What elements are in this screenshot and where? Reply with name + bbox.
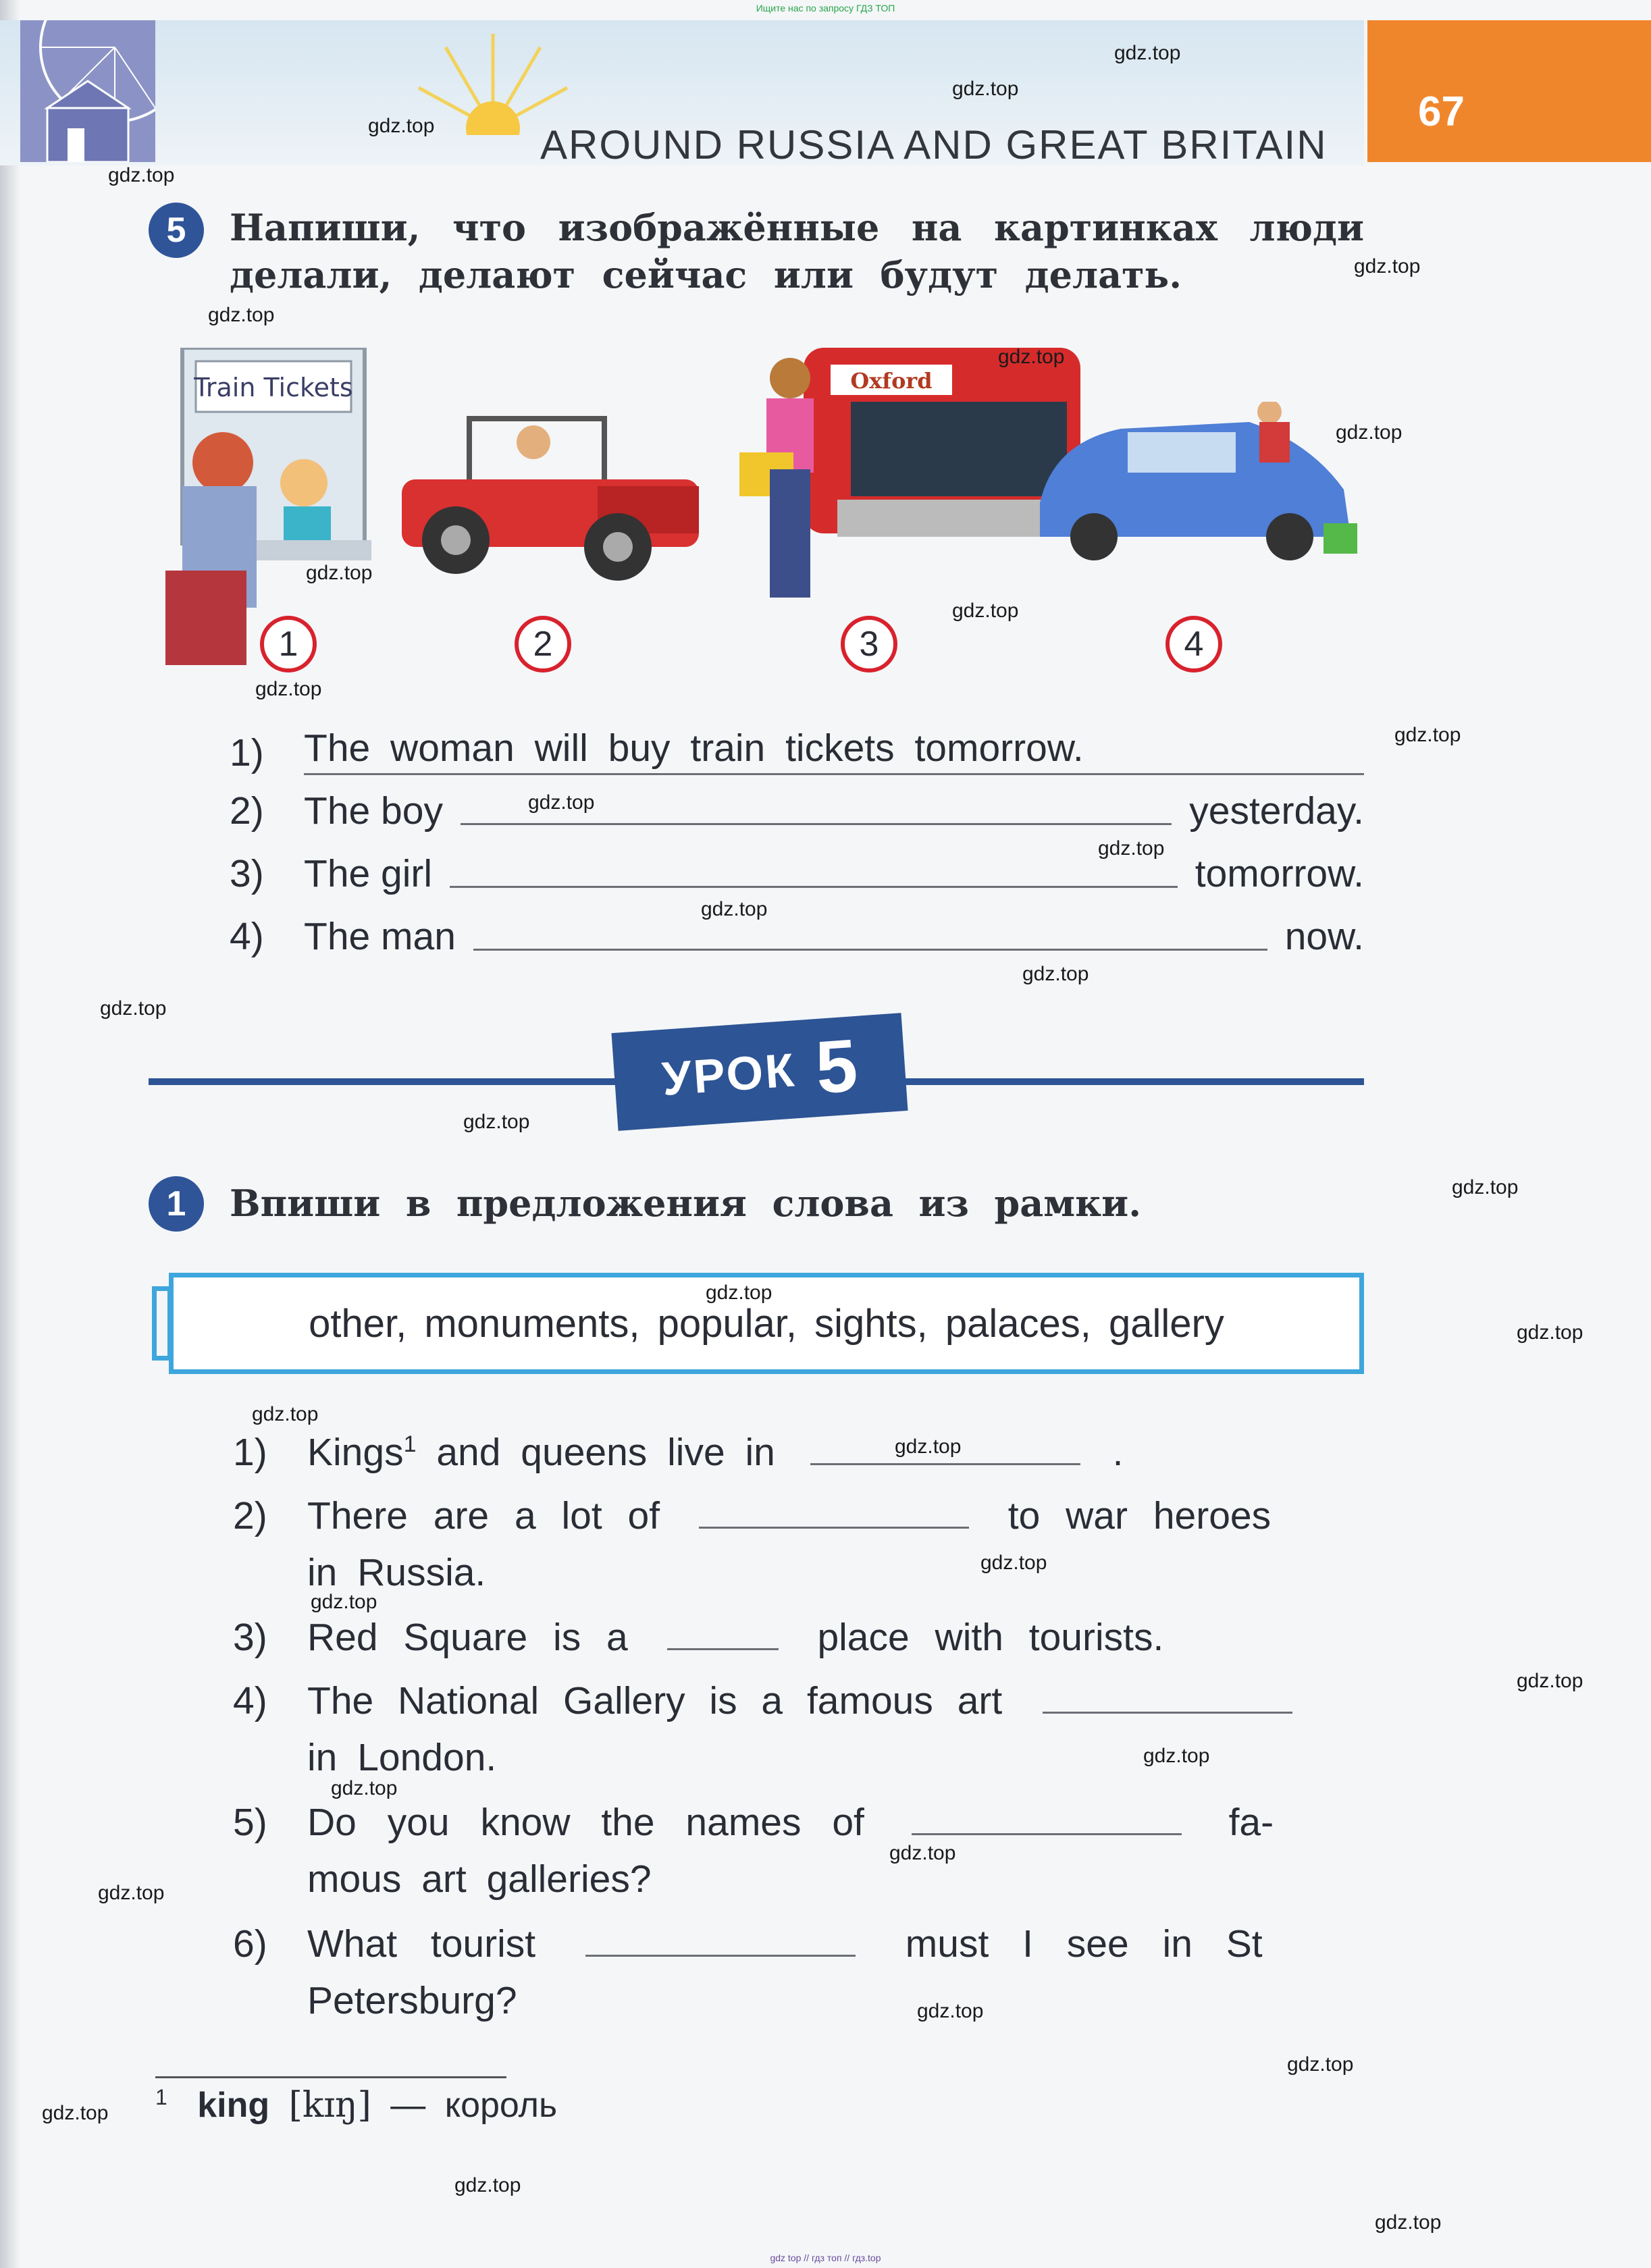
answer-number: 2) (230, 789, 264, 833)
footnote-transcription: [kɪŋ] (288, 2085, 371, 2126)
exercise-item-6-continued (233, 1978, 1367, 2026)
item-number: 6) (233, 1922, 267, 1966)
watermark: gdz.top (108, 164, 175, 186)
answer-line-3 (230, 851, 1364, 896)
page-binding-shadow (0, 0, 20, 2268)
answer-blank[interactable] (450, 886, 1178, 888)
watermark: gdz.top (454, 2174, 521, 2196)
ferris-wheel-illustration (20, 20, 155, 162)
watermark: gdz.top (917, 2000, 984, 2022)
item-text-end: in London. (307, 1736, 497, 1779)
answer-start: The man (304, 915, 456, 958)
exercise-item-4 (233, 1679, 1367, 1726)
watermark: gdz.top (463, 1111, 530, 1133)
task-instruction: Впиши в предложения слова из рамки. (230, 1182, 1141, 1225)
watermark: gdz.top (1287, 2053, 1354, 2076)
watermark: gdz.top (1114, 42, 1181, 64)
watermark: gdz.top (1354, 255, 1421, 278)
footnote-ref: 1 (403, 1431, 417, 1457)
item-text-end: Petersburg? (307, 1979, 517, 2022)
answer-start: The girl (304, 852, 433, 895)
item-text-start: Red Square is a (307, 1616, 628, 1659)
footnote (155, 2085, 557, 2126)
watermark: gdz.top (208, 304, 275, 326)
watermark: gdz.top (42, 2102, 109, 2124)
item-number: 2) (233, 1494, 267, 1537)
answer-end: yesterday. (1189, 789, 1364, 833)
item-text-middle: to war heroes (1007, 1494, 1272, 1537)
answer-line-1 (230, 726, 1364, 775)
watermark: gdz.top (528, 791, 595, 814)
exercise-item-5 (233, 1800, 1367, 1847)
word-box-words: other, monuments, popular, sights, palaces, gallery (309, 1301, 1224, 1346)
top-banner[interactable]: Ищите нас по запросу ГДЗ ТОП (756, 3, 895, 14)
item-number: 4) (233, 1679, 267, 1722)
picture-number-2: 2 (515, 616, 571, 673)
answer-start: The boy (304, 789, 443, 833)
lesson-word: УРОК (660, 1043, 798, 1105)
answer-end: tomorrow. (1195, 852, 1364, 895)
lesson-heading (611, 1013, 908, 1131)
item-number: 3) (233, 1616, 267, 1659)
watermark: gdz.top (998, 346, 1065, 368)
picture-ticket-office (155, 348, 371, 665)
item-text-end: in Russia. (307, 1551, 486, 1594)
watermark: gdz.top (100, 997, 167, 1020)
ticket-sign-text: Train Tickets (194, 373, 353, 402)
item-text-end: . (1112, 1431, 1124, 1474)
answer-blank[interactable] (1043, 1712, 1292, 1714)
answer-number: 4) (230, 915, 264, 958)
watermark: gdz.top (98, 1882, 165, 1904)
answer-number: 3) (230, 852, 264, 895)
watermark: gdz.top (952, 78, 1019, 100)
watermark: gdz.top (1452, 1176, 1519, 1198)
task-instruction-line-1: Напиши, что изображённые на картинках люди (230, 206, 1364, 249)
exercise-item-1 (233, 1430, 1367, 1477)
item-text-start: Do you know the names of (307, 1801, 864, 1844)
answer-line-2 (230, 789, 1364, 833)
exercise-item-2-continued (233, 1550, 1367, 1598)
footnote-translation: король (444, 2086, 558, 2126)
watermark: gdz.top (701, 898, 768, 920)
task-number-badge: 5 (149, 203, 204, 258)
item-text-middle: must I see in St (905, 1922, 1263, 1966)
answer-number: 1) (230, 731, 264, 774)
task-number-badge: 1 (149, 1176, 204, 1232)
item-number: 5) (233, 1801, 267, 1844)
watermark: gdz.top (311, 1591, 377, 1613)
footnote-divider (155, 2076, 506, 2078)
footnote-word: king (197, 2086, 270, 2126)
watermark: gdz.top (306, 562, 373, 584)
item-text-start: There are a lot of (307, 1494, 660, 1537)
item-text-start: What tourist (307, 1922, 536, 1966)
watermark: gdz.top (1098, 837, 1165, 860)
watermark: gdz.top (1336, 421, 1403, 444)
lesson-number: 5 (813, 1024, 860, 1110)
item-text-middle: fa- (1228, 1801, 1274, 1844)
answer-blank[interactable] (810, 1463, 1080, 1465)
item-text-start: Kings (307, 1431, 404, 1474)
picture-number-4: 4 (1165, 616, 1222, 673)
answer-end: now. (1284, 915, 1364, 958)
picture-red-jeep (395, 405, 706, 581)
footnote-dash: — (390, 2086, 426, 2126)
picture-number-1: 1 (260, 616, 317, 673)
answer-line-4 (230, 914, 1364, 959)
bottom-banner[interactable]: gdz top // гдз топ // гдз.top (770, 2252, 881, 2263)
answer-blank[interactable] (473, 949, 1267, 951)
watermark: gdz.top (368, 115, 435, 137)
answer-blank[interactable] (461, 823, 1172, 825)
watermark: gdz.top (252, 1403, 319, 1425)
bus-sign-text: Oxford (850, 368, 933, 394)
item-text-start: The National Gallery is a famous art (307, 1679, 1003, 1722)
watermark: gdz.top (331, 1777, 398, 1799)
watermark: gdz.top (1375, 2211, 1442, 2234)
exercise-item-6 (233, 1922, 1367, 1969)
item-text-middle: and queens live in (436, 1431, 775, 1474)
item-text-middle: place with tourists. (817, 1616, 1164, 1659)
watermark: gdz.top (895, 1435, 962, 1458)
picture-man-washing-car (1026, 402, 1378, 564)
item-number: 1) (233, 1431, 267, 1474)
watermark: gdz.top (1517, 1670, 1583, 1692)
watermark: gdz.top (255, 678, 322, 700)
task-instruction-line-2: делали, делают сейчас или будут делать. (230, 253, 1182, 296)
watermark: gdz.top (980, 1552, 1047, 1574)
item-text-end: mous art galleries? (307, 1857, 652, 1901)
exercise-item-3 (233, 1615, 1367, 1662)
answer-text: The woman will buy train tickets tomorrow. (304, 726, 1364, 775)
watermark: gdz.top (889, 1842, 956, 1864)
answer-blank[interactable] (912, 1833, 1182, 1835)
watermark: gdz.top (952, 600, 1019, 622)
exercise-item-5-continued (233, 1857, 1367, 1904)
picture-number-3: 3 (841, 616, 897, 673)
watermark: gdz.top (1022, 963, 1089, 985)
section-title: AROUND RUSSIA AND GREAT BRITAIN (540, 122, 1328, 167)
footnote-mark: 1 (155, 2085, 167, 2109)
page-number: 67 (1418, 88, 1465, 135)
watermark: gdz.top (1394, 724, 1461, 746)
answer-blank[interactable] (667, 1648, 779, 1650)
answer-blank[interactable] (585, 1955, 856, 1957)
exercise-item-2 (233, 1494, 1367, 1541)
watermark: gdz.top (1517, 1321, 1583, 1344)
watermark: gdz.top (1143, 1745, 1210, 1767)
watermark: gdz.top (706, 1282, 772, 1304)
answer-blank[interactable] (699, 1527, 969, 1529)
page-number-tab (1367, 20, 1651, 162)
